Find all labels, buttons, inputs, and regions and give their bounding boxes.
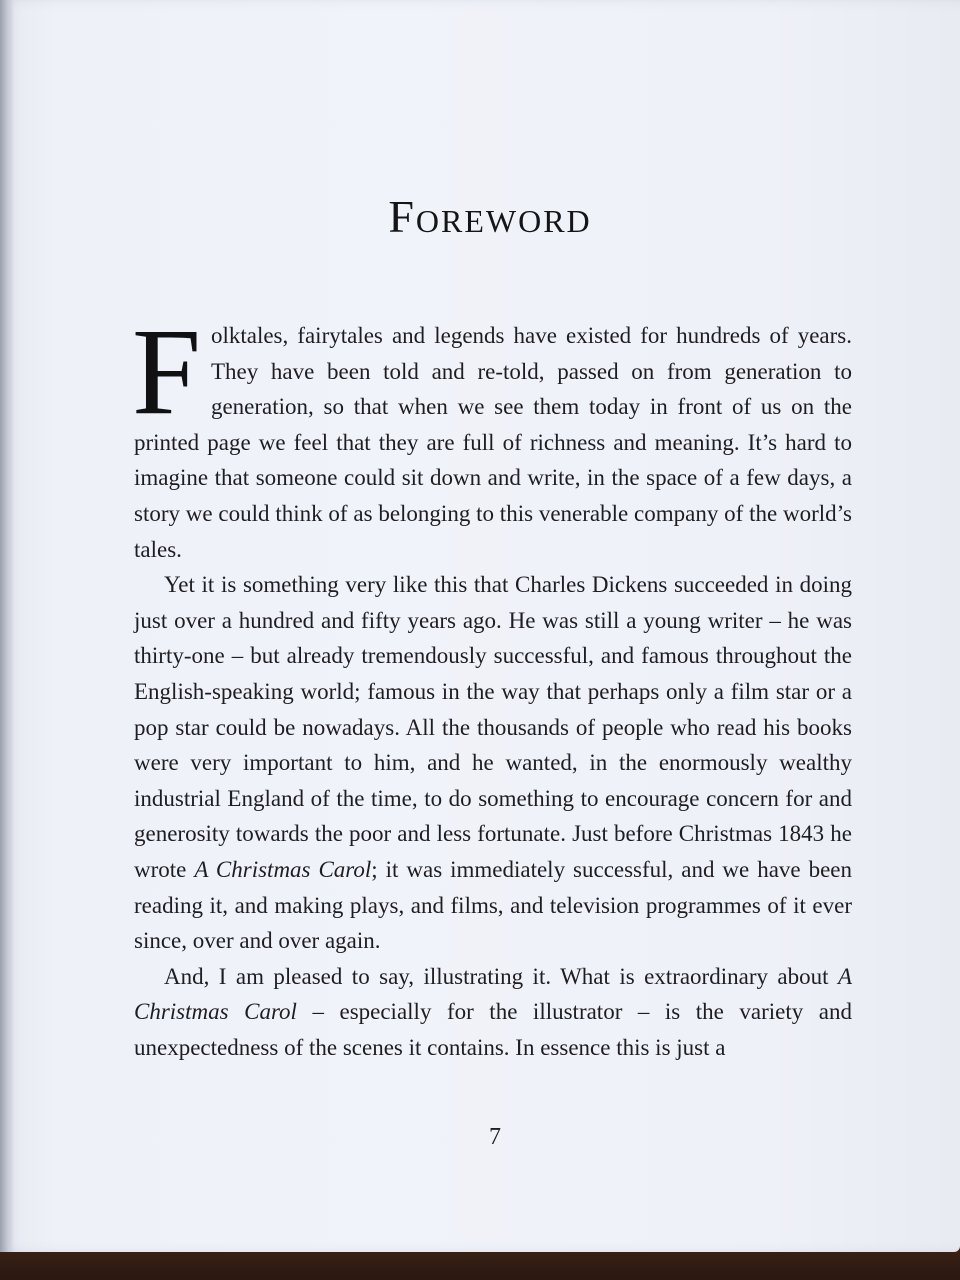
paragraph-3-text-end: – especially for the illustrator – is the variety and unexpectedness of the scenes it contains. In essence this is just a (134, 999, 852, 1060)
paragraph-2 (134, 567, 852, 959)
book-title-italic: A Christmas Carol (134, 963, 852, 1025)
page-title: Foreword (388, 191, 592, 242)
drop-cap: F (132, 303, 201, 440)
table-surface-bottom (0, 1248, 960, 1280)
page-number: 7 (489, 1124, 501, 1150)
body-text (132, 303, 852, 1065)
paragraph-3 (134, 959, 852, 1066)
paragraph-2-text-end: ; it was immediately successful, and we have been reading it, and making plays, and films, and television programmes of it ever since, over and over again. (134, 856, 852, 954)
paragraph-1 (132, 303, 852, 567)
book-title-italic: A Christmas Carol (194, 856, 372, 882)
paragraph-2-text-start: Yet it is something very like this that Charles Dickens succeeded in doing just over a hundred and fifty years ago. He was still a young writer – he was thirty-one – but already tremendously successful, and famous throughout the English-speaking world; famous in the way that perhaps only a film star or a pop star could be nowadays. All the thousands of people who read his books were very important to him, and he wanted, in the enormously wealthy industrial England of the time, to do something to encourage concern for and generosity towards the poor and less fortunate. Just before Christmas 1843 he wrote (134, 572, 852, 882)
page-gutter (0, 0, 14, 1252)
paragraph-3-text-start: And, I am pleased to say, illustrating it. What is extraordinary about (164, 963, 838, 989)
paragraph-1-text: olktales, fairytales and legends have existed for hundreds of years. They have been told and re-told, passed on from generation to generation, so that when we see them today in front of us on the printed page we feel that they are full of richness and meaning. It’s hard to imagine that someone could sit down and write, in the space of a few days, a story we could think of as belonging to this venerable company of the world’s tales. (134, 323, 852, 562)
